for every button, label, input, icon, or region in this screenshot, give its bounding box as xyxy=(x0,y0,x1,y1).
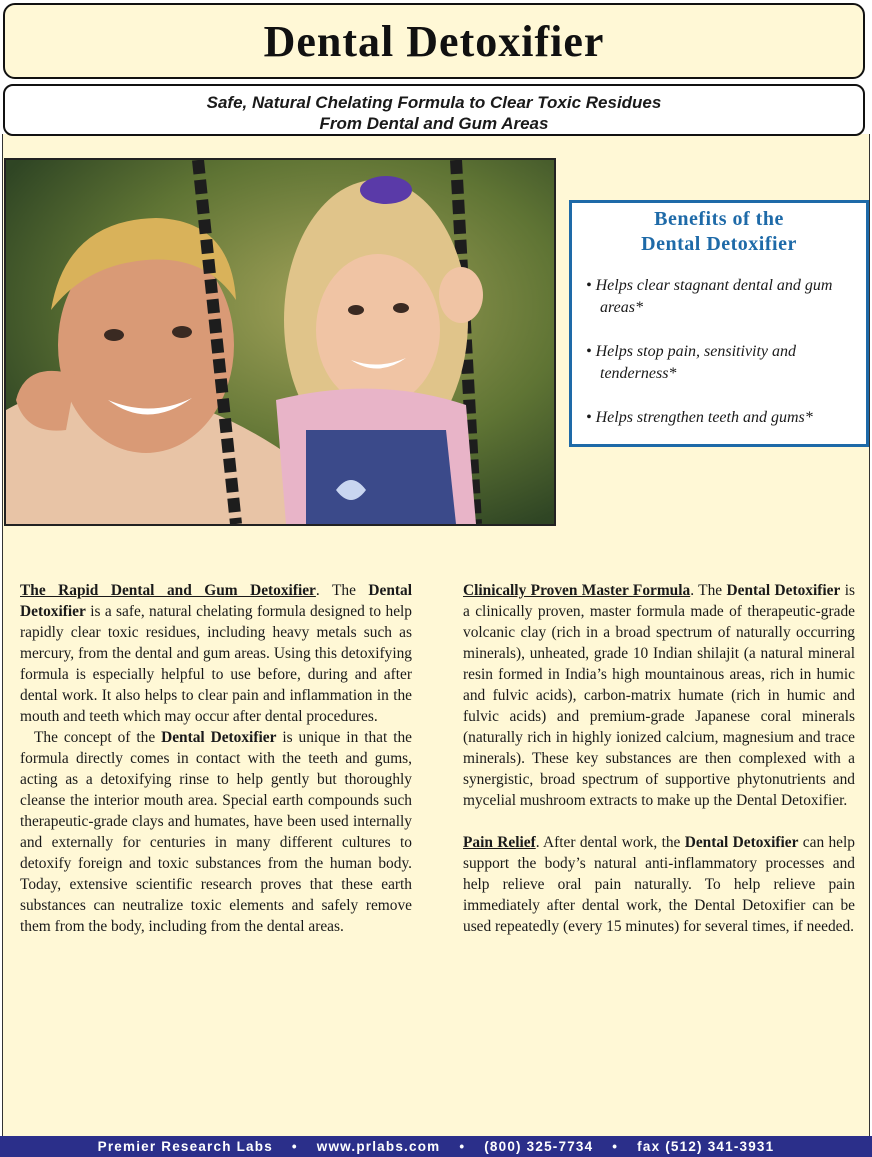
benefit-item: • Helps clear stagnant dental and gum areas* xyxy=(586,277,833,316)
footer-separator: • xyxy=(291,1139,298,1154)
product-photo-father-daughter xyxy=(4,158,556,526)
subtitle-line-2: From Dental and Gum Areas xyxy=(319,114,549,133)
footer-phone[interactable]: (800) 325-7734 xyxy=(484,1139,594,1154)
product-name: Dental Detoxifier xyxy=(161,729,277,746)
text-span: is a safe, natural chelating formula designed to help rapidly clear toxic residues, including heavy metals such as mercury, from the dental and gum areas. Using this detoxifying formula is especially helpful to use before, during and after dental work. It also helps to clear pain and inflammation in the mouth and teeth which may occur after dental procedures. xyxy=(20,603,412,725)
section-heading-pain-relief: Pain Relief xyxy=(463,834,536,851)
section-heading-master-formula: Clinically Proven Master Formula xyxy=(463,582,691,599)
text-span: is a clinically proven, master formula made of therapeutic-grade volcanic clay (rich in a broad spectrum of naturally occurring minerals), unheated, grade 10 Indian shilajit (a natural mineral resin formed in India’s high mountainous areas, rich in humic and fulvic acids), carbon-matrix humate (rich in humic and fulvic acids) and premium-grade Japanese coral minerals (naturally rich in highly ionized calcium, magnesium and trace minerals). These key substances are then complexed with a synergistic, broad spectrum of supportive phytonutrients and mycelial mushroom extracts to make up the Dental Detoxifier. xyxy=(463,582,855,809)
product-name: Dental Detoxifier xyxy=(20,582,412,620)
subtitle-line-1: Safe, Natural Chelating Formula to Clear Toxic Residues xyxy=(206,93,662,112)
footer-fax: fax (512) 341-3931 xyxy=(637,1139,775,1154)
paragraph-rapid-detoxifier xyxy=(20,580,412,727)
benefits-title-line-1: Benefits of the xyxy=(654,208,784,230)
product-name: Dental Detoxifier xyxy=(684,834,799,851)
right-column xyxy=(463,580,855,937)
footer-bar xyxy=(0,1136,872,1157)
benefit-item: • Helps stop pain, sensitivity and tenderness* xyxy=(586,343,797,382)
paragraph-master-formula xyxy=(463,580,855,811)
photo-illustration xyxy=(6,160,554,524)
benefits-title xyxy=(586,207,852,257)
footer-separator: • xyxy=(612,1139,619,1154)
benefits-box xyxy=(569,200,869,447)
product-name: Dental Detoxifier xyxy=(726,582,841,599)
benefits-list xyxy=(586,275,852,429)
page-title: Dental Detoxifier xyxy=(263,16,605,66)
text-span: is unique in that the formula directly comes in contact with the teeth and gums, acting as a detoxifying rinse to help gently but thoroughly cleanse the interior mouth area. Special earth compounds such therapeutic-grade clays and humates, have been used internally and externally for centuries in many different cultures to detoxify foreign and toxic substances from the human body. Today, extensive scientific research proves that these earth substances can neutralize toxic elements and safely remove them from the body, including from the dental areas. xyxy=(20,729,412,935)
title-banner xyxy=(3,3,865,79)
text-span: . The xyxy=(690,582,727,599)
text-span: . The xyxy=(315,582,369,599)
footer-company: Premier Research Labs xyxy=(97,1139,273,1154)
text-span: . After dental work, the xyxy=(535,834,685,851)
text-span: The concept of the xyxy=(34,729,162,746)
footer-website[interactable]: www.prlabs.com xyxy=(316,1139,441,1154)
paragraph-pain-relief xyxy=(463,832,855,937)
left-column xyxy=(20,580,412,937)
benefit-item: • Helps strengthen teeth and gums* xyxy=(586,409,813,426)
benefits-title-line-2: Dental Detoxifier xyxy=(641,233,797,255)
paragraph-concept xyxy=(20,727,412,937)
subtitle-banner xyxy=(3,84,865,136)
footer-separator: • xyxy=(459,1139,466,1154)
section-heading-rapid-detoxifier: The Rapid Dental and Gum Detoxifier xyxy=(20,582,316,599)
text-span: can help support the body’s natural anti-inflammatory processes and help relieve oral pain naturally. To help relieve pain immediately after dental work, the Dental Detoxifier can be used repeatedly (every 15 minutes) for several times, if needed. xyxy=(463,834,855,935)
